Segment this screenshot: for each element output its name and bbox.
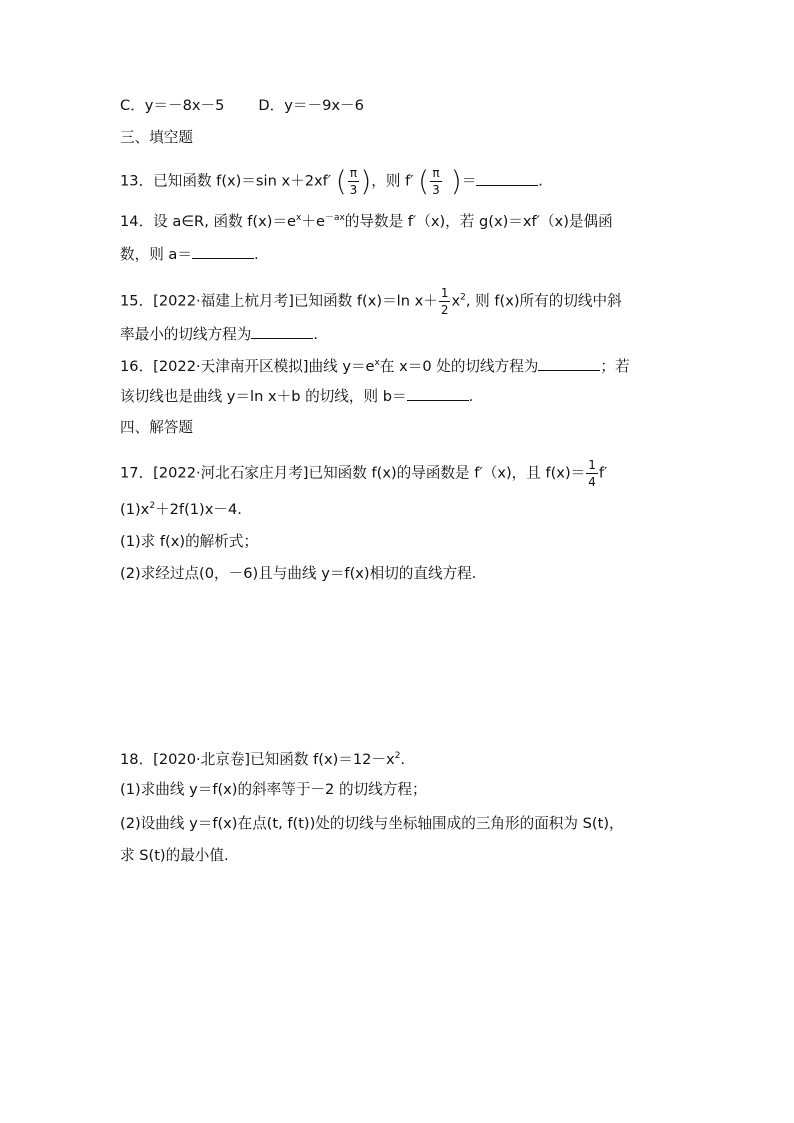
q15-frac <box>439 286 451 317</box>
q14-exp-ax: －ax <box>324 213 345 224</box>
q14-exp-x: x <box>296 213 302 224</box>
q16-text-b: 在 x＝0 处的切线方程为 <box>379 358 539 375</box>
q17-frac-num: 1 <box>588 458 596 472</box>
q17-frac-den: 4 <box>588 475 596 489</box>
q13-text-a: 13．已知函数 f(x)＝sin x＋2xf′ <box>120 172 332 190</box>
question-17-part2: (2)求经过点(0，－6)且与曲线 y＝f(x)相切的直线方程. <box>120 565 477 582</box>
question-18-part2-cont: 求 S(t)的最小值. <box>120 847 229 864</box>
question-18-part1: (1)求曲线 y＝f(x)的斜率等于－2 的切线方程； <box>120 781 427 798</box>
question-16-line2 <box>120 386 473 407</box>
q18-exp-2: 2 <box>394 751 401 762</box>
q13-end: . <box>538 172 543 190</box>
q13-text-b: ，则 f′ <box>371 172 414 190</box>
q14-end: . <box>253 246 259 263</box>
question-17-part1: (1)求 f(x)的解析式； <box>120 533 259 550</box>
option-c-d-line <box>120 96 364 116</box>
section-answer-heading: 四、解答题 <box>120 419 193 436</box>
q17-text-a: 17．[2022·河北石家庄月考]已知函数 f(x)的导函数是 f′（x)，且 f(x)＝ <box>120 464 586 482</box>
question-17-line2 <box>120 500 242 520</box>
question-17-line1 <box>120 458 607 489</box>
q13-frac-2-den: 3 <box>432 183 440 197</box>
q13-lparen-1: ( <box>335 164 347 198</box>
q13-frac-1-num: π <box>349 166 358 180</box>
option-d: D．y＝－9x－6 <box>258 97 364 114</box>
q15-text-a: 15．[2022·福建上杭月考]已知函数 f(x)＝ln x＋ <box>120 292 438 310</box>
section-fill-in-heading: 三、填空题 <box>120 129 193 146</box>
q13-frac-2-num: π <box>432 166 440 180</box>
q13-rparen-1: ) <box>360 164 372 198</box>
q17-exp-2: 2 <box>149 501 156 512</box>
q18-end: . <box>400 751 406 768</box>
q17-line2-b: ＋2f(1)x－4. <box>155 501 242 518</box>
q16-answer-blank-1[interactable] <box>538 356 600 371</box>
q15-end: . <box>313 326 318 343</box>
q15-answer-blank[interactable] <box>251 324 313 339</box>
q13-frac-1 <box>348 166 360 197</box>
q17-line2-a: (1)x <box>120 501 150 518</box>
q16-text-c: ；若 <box>600 358 630 375</box>
q13-rparen-2: ) <box>450 164 462 198</box>
q18-text-a: 18．[2020·北京卷]已知函数 f(x)＝12－x <box>120 751 395 768</box>
q15-exp-2: 2 <box>460 292 466 303</box>
q17-text-b: f′ <box>598 464 608 482</box>
q14-text-c: 的导数是 f′（x)，若 g(x)＝xf′（x)是偶函 <box>344 213 613 230</box>
q14-text-b: ＋e <box>301 213 325 230</box>
question-15-line2 <box>120 324 318 345</box>
question-18-part2: (2)设曲线 y＝f(x)在点(t, f(t))处的切线与坐标轴围成的三角形的面积为 S(t)， <box>120 815 624 832</box>
q13-lparen-2: ( <box>418 164 430 198</box>
q14-text-a: 14．设 a∈R, 函数 f(x)＝e <box>120 213 297 230</box>
q15-frac-den: 2 <box>440 303 449 317</box>
question-15-line1 <box>120 286 622 317</box>
q13-frac-2 <box>430 166 442 197</box>
question-13 <box>120 166 543 197</box>
q15-frac-num: 1 <box>440 286 449 300</box>
question-18-line1 <box>120 750 405 770</box>
question-14-line2 <box>120 244 259 265</box>
q15-text-c: , 则 f(x)所有的切线中斜 <box>465 292 622 310</box>
q15-line2-text: 率最小的切线方程为 <box>120 326 252 343</box>
q16-answer-blank-2[interactable] <box>407 386 469 401</box>
question-16-line1 <box>120 356 630 377</box>
q16-exp-x: x <box>374 358 380 369</box>
q13-frac-1-den: 3 <box>349 183 358 197</box>
q14-answer-blank[interactable] <box>192 244 254 259</box>
q14-line2-text: 数，则 a＝ <box>120 246 192 263</box>
q17-frac <box>586 458 598 489</box>
question-14-line1 <box>120 212 613 232</box>
q16-line2-text: 该切线也是曲线 y＝ln x＋b 的切线，则 b＝ <box>120 388 407 405</box>
q16-text-a: 16．[2022·天津南开区模拟]曲线 y＝e <box>120 358 375 375</box>
option-c: C．y＝－8x－5 <box>120 97 225 114</box>
q16-end: . <box>468 388 474 405</box>
q13-text-c: ＝ <box>461 172 477 190</box>
q13-answer-blank[interactable] <box>476 171 538 186</box>
q15-text-b: x <box>451 292 461 310</box>
